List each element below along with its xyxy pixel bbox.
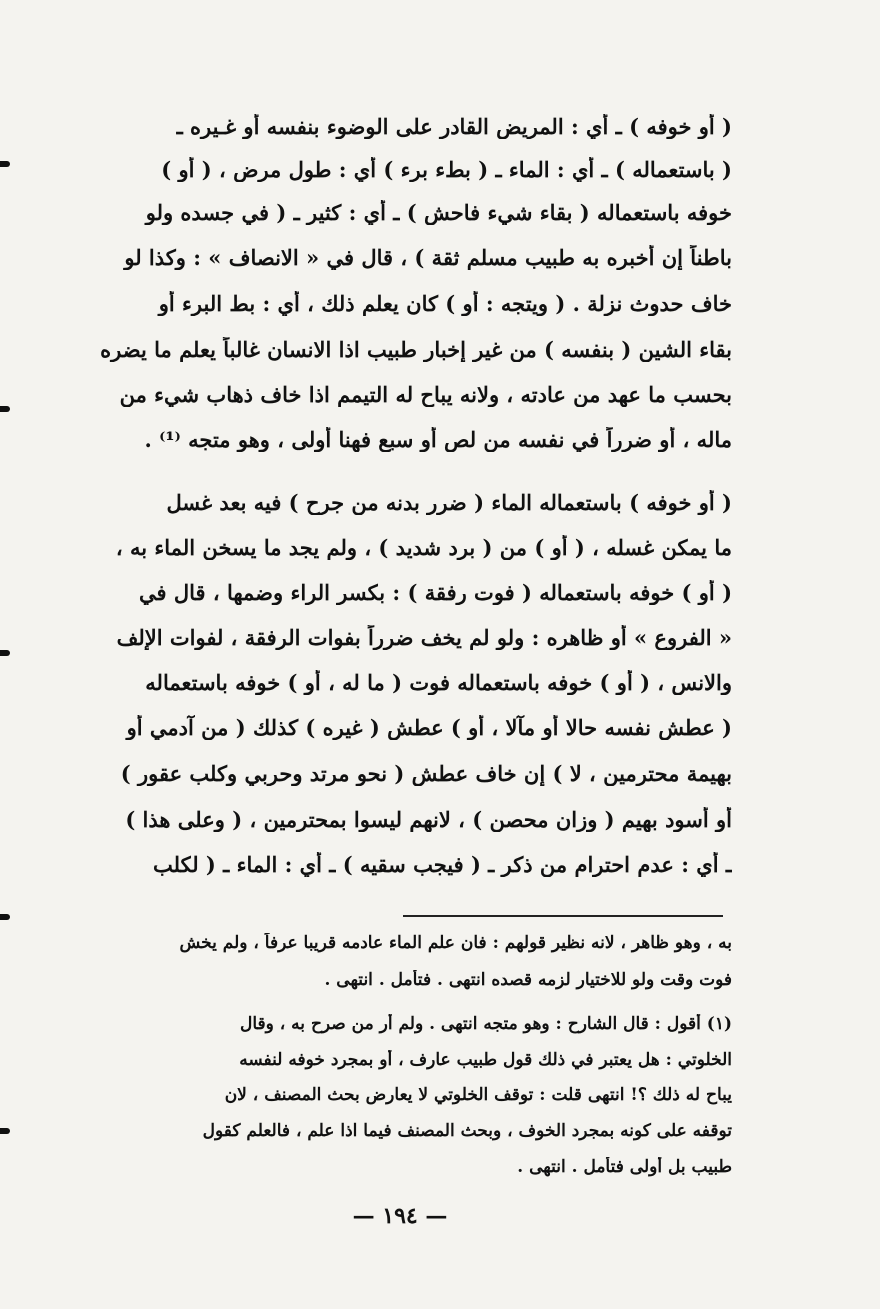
text-line: أو أسود بهيم ( وزان محصن ) ، لانهم ليسوا بمحترمين ، ( وعلى هذا ) xyxy=(125,807,732,832)
scan-edge-mark xyxy=(0,406,10,412)
footnote-line: فوت وقت ولو للاختيار لزمه قصده انتهى . فتأمل . انتهى . xyxy=(324,970,732,990)
text-line: ( أو ) خوفه باستعماله ( فوت رفقة ) : بكسر الراء وضمها ، قال في xyxy=(139,580,732,605)
text-line: خوفه باستعماله ( بقاء شيء فاحش ) ـ أي : كثير ـ ( في جسده ولو xyxy=(145,200,732,225)
text-line: باطناً إن أخبره به طبيب مسلم ثقة ) ، قال في « الانصاف » : وكذا لو xyxy=(124,245,732,270)
text-line: ( باستعماله ) ـ أي : الماء ـ ( بطء برء ) أي : طول مرض ، ( أو ) xyxy=(161,157,732,182)
scan-edge-mark xyxy=(0,1128,10,1134)
footnote-line: (١) أقول : قال الشارح : وهو متجه انتهى . ولم أر من صرح به ، وقال xyxy=(239,1014,732,1034)
footnote-line: به ، وهو ظاهر ، لانه نظير قولهم : فان علم الماء عادمه قريبا عرفاً ، ولم يخش xyxy=(179,933,732,953)
text-line: ـ أي : عدم احترام من ذكر ـ ( فيجب سقيه ) ـ أي : الماء ـ ( لكلب xyxy=(153,852,732,877)
text-line: بحسب ما عهد من عادته ، ولانه يباح له التيمم اذا خاف ذهاب شيء من xyxy=(119,382,732,407)
scan-edge-mark xyxy=(0,650,10,656)
footnote-line: طبيب بل أولى فتأمل . انتهى . xyxy=(517,1157,732,1177)
text-line: « الفروع » أو ظاهره : ولو لم يخف ضرراً بفوات الرفقة ، لفوات الإلف xyxy=(116,625,732,650)
text-line: ( أو خوفه ) ـ أي : المريض القادر على الوضوء بنفسه أو غـيره ـ xyxy=(176,114,732,139)
footnote-line: يباح له ذلك ؟! انتهى قلت : توقف الخلوتي لا يعارض بحث المصنف ، لان xyxy=(224,1085,732,1105)
text-line: بقاء الشين ( بنفسه ) من غير إخبار طبيب اذا الانسان غالباً يعلم ما يضره xyxy=(100,337,732,362)
footnote-line: توقفه على كونه بمجرد الخوف ، وبحث المصنف فيما اذا علم ، فالعلم كقول xyxy=(202,1121,732,1141)
footnote-line: الخلوتي : هل يعتبر في ذلك قول طبيب عارف ، أو بمجرد خوفه لنفسه xyxy=(239,1050,732,1070)
text-line: ( عطش نفسه حالا أو مآلا ، أو ) عطش ( غيره ) كذلك ( من آدمي أو xyxy=(126,715,732,740)
text-line: بهيمة محترمين ، لا ) إن خاف عطش ( نحو مرتد وحربي وكلب عقور ) xyxy=(120,761,732,786)
scan-edge-mark xyxy=(0,914,10,920)
scan-edge-mark xyxy=(0,161,10,167)
text-line: ما يمكن غسله ، ( أو ) من ( برد شديد ) ، ولم يجد ما يسخن الماء به ، xyxy=(115,535,732,560)
footnote-separator xyxy=(403,915,723,917)
page-number: — ١٩٤ — xyxy=(352,1203,448,1229)
text-line: ماله ، أو ضرراً في نفسه من لص أو سبع فهنا أولى ، وهو متجه ⁽¹⁾ . xyxy=(144,427,732,452)
text-line: خاف حدوث نزلة . ( ويتجه : أو ) كان يعلم ذلك ، أي : بط البرء أو xyxy=(158,291,732,316)
text-line: ( أو خوفه ) باستعماله الماء ( ضرر بدنه من جرح ) فيه بعد غسل xyxy=(166,490,732,515)
text-line: والانس ، ( أو ) خوفه باستعماله فوت ( ما له ، أو ) خوفه باستعماله xyxy=(145,670,732,695)
